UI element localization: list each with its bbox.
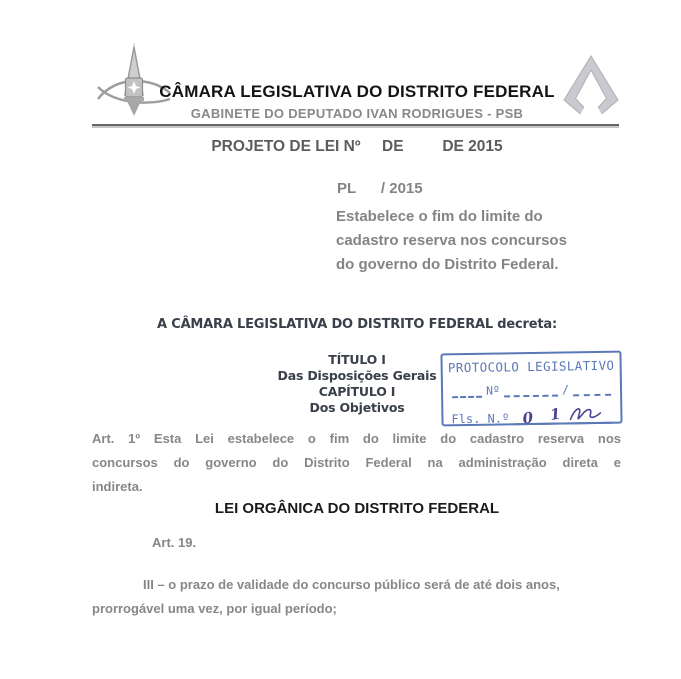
stamp-title: PROTOCOLO LEGISLATIVO (447, 357, 615, 376)
document-header-subtitle: GABINETE DO DEPUTADO IVAN RODRIGUES - PSB (190, 106, 524, 121)
stamp-dash-line (504, 385, 558, 398)
document-header-title: CÂMARA LEGISLATIVA DO DISTRITO FEDERAL (159, 82, 555, 101)
stamp-fls-line (451, 404, 612, 427)
article-19-label: Art. 19. (152, 535, 197, 550)
article-1-line: Art. 1º Esta Lei estabelece o fim do limite do cadastro reserva nos (92, 431, 621, 446)
article-1-line: indireta. (92, 479, 143, 494)
stamp-slash: / (561, 382, 570, 397)
stamp-fls-field (514, 404, 613, 426)
section-title: LEI ORGÂNICA DO DISTRITO FEDERAL (214, 500, 500, 517)
stamp-number-line (452, 382, 611, 398)
heading-titulo: TÍTULO I (328, 352, 386, 367)
document-title: PROJETO DE LEI Nº DE DE 2015 (211, 138, 503, 155)
stamp-dash-line (573, 384, 611, 397)
header-divider (92, 124, 619, 128)
item-iii-paragraph (92, 573, 621, 621)
item-iii-line: prorrogável uma vez, por igual período; (92, 601, 337, 616)
ementa-line: Estabelece o fim do limite do (336, 208, 543, 225)
item-iii-line: III – o prazo de validade do concurso público será de até dois anos, (143, 577, 560, 592)
ementa-line: cadastro reserva nos concursos (336, 232, 567, 249)
ementa-line: do governo do Distrito Federal. (336, 256, 559, 273)
stamp-fls-handwritten-value: 0 1 (521, 403, 568, 428)
heading-capitulo: CAPÍTULO I (318, 384, 396, 399)
heading-objetivos: Dos Objetivos (309, 400, 405, 415)
pl-number: PL / 2015 (337, 180, 423, 197)
stamp-no-label: Nº (485, 383, 500, 398)
article-1-paragraph (92, 427, 621, 499)
protocol-stamp (440, 351, 622, 427)
heading-disposicoes: Das Disposições Gerais (277, 368, 437, 383)
enacting-clause: A CÂMARA LEGISLATIVA DO DISTRITO FEDERAL decreta: (157, 317, 557, 332)
ementa-block (336, 205, 606, 277)
stamp-dash-line (452, 386, 482, 398)
stamp-fls-label: Fls. N.º (451, 411, 510, 427)
article-1-line: concursos do governo do Distrito Federal na administração direta e (92, 455, 621, 470)
stamp-rubric-signature-icon (568, 405, 602, 423)
